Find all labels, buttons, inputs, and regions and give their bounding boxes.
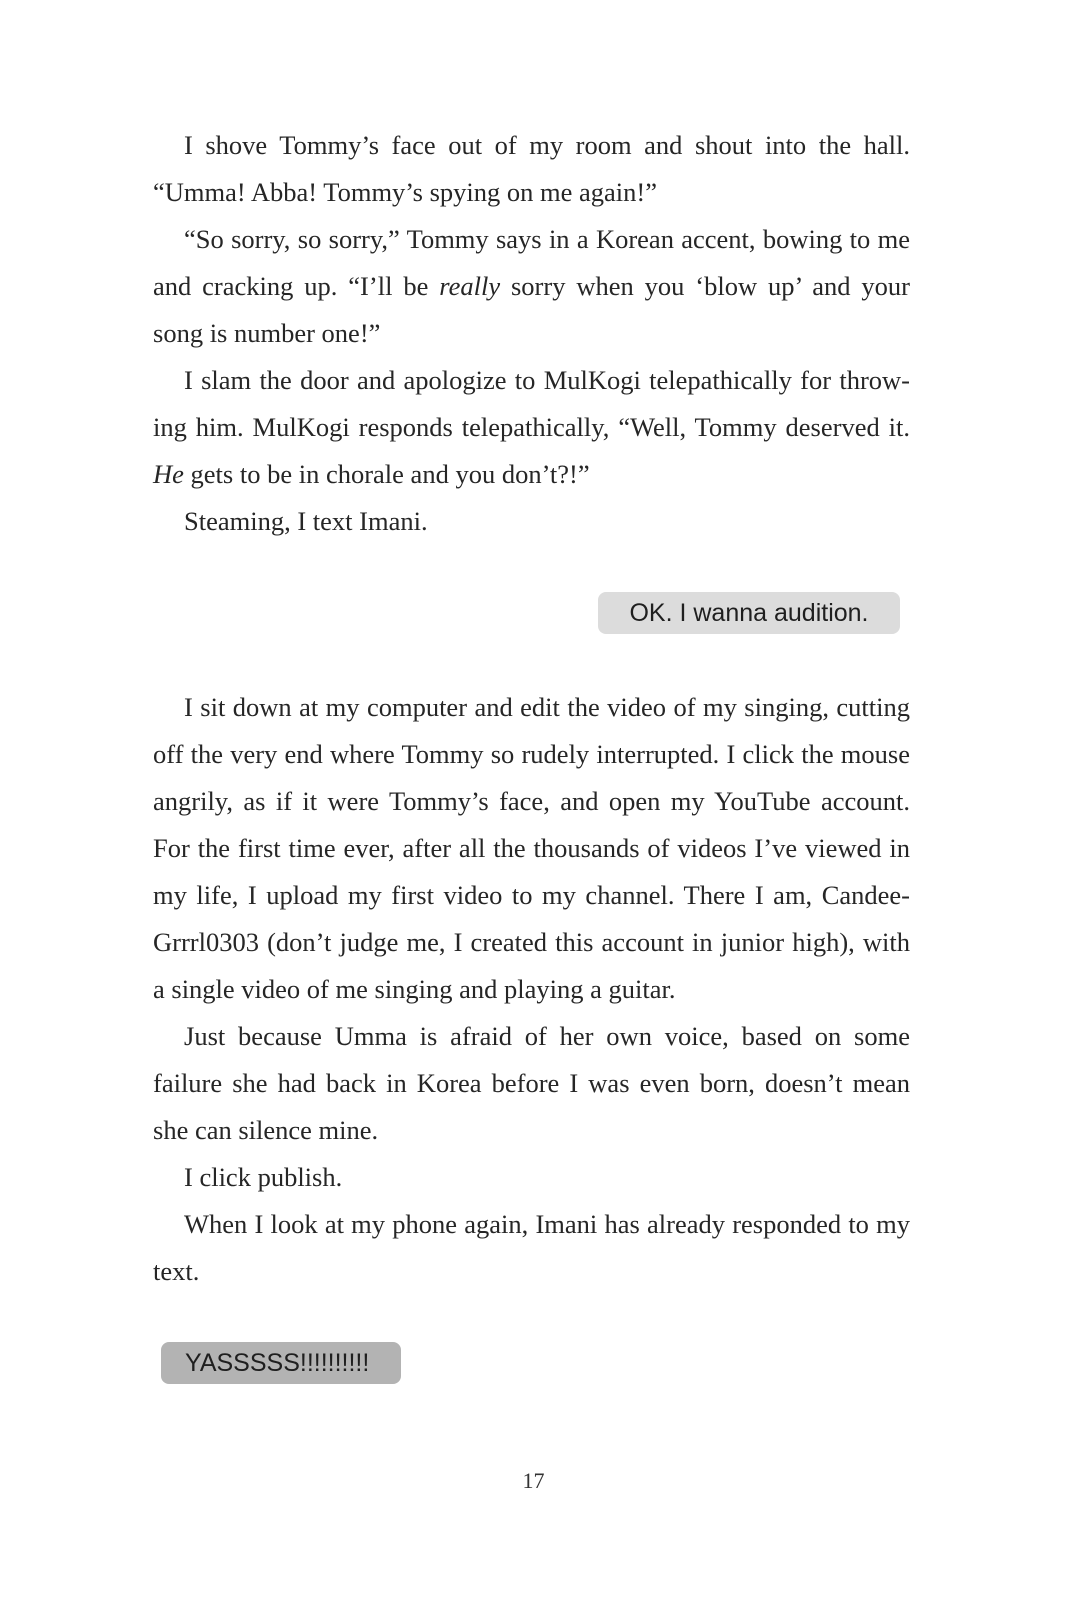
sent-text-message-bubble: OK. I wanna audition. xyxy=(598,592,900,634)
paragraph: Steaming, I text Imani. xyxy=(184,506,428,536)
paragraph: I sit down at my computer and edit the video of my singing, cutting off the very end where Tommy so rudely interrupted. I click the mouse angrily, as if it were Tommy’s face, and open my YouTube account. For the first time ever, after all the thousands of videos I’ve viewed in my life, I upload my first video to my channel. There I am, CandeeGrrrl0303 (don’t judge me, I created this account in junior high), with a single video of me singing and playing a guitar. xyxy=(153,692,910,1004)
paragraph: When I look at my phone again, Imani has already responded to my text. xyxy=(153,1209,910,1286)
page-number: 17 xyxy=(522,1468,545,1493)
text-block-top xyxy=(153,122,910,545)
received-text-message-bubble: YASSSSS!!!!!!!!!! xyxy=(161,1342,401,1384)
paragraph: I shove Tommy’s face out of my room and shout into the hall. “Umma! Abba! Tommy’s spying on me again!” xyxy=(153,130,910,207)
emphasis-text: He xyxy=(153,459,184,489)
paragraph: I click publish. xyxy=(184,1162,343,1192)
paragraph-text: “So sorry, so sorry,” Tommy says in a Korean accent, bowing to me and cracking up. “I’ll be xyxy=(153,224,910,301)
emphasis-text: really xyxy=(439,271,501,301)
paragraph xyxy=(153,357,910,498)
paragraph-text: gets to be in chorale and you don’t?!” xyxy=(183,459,590,489)
paragraph: Just because Umma is afraid of her own voice, based on some failure she had back in Korea before I was even born, doesn’t mean she can silence mine. xyxy=(153,1021,910,1145)
text-block-bottom xyxy=(153,684,910,1295)
paragraph xyxy=(153,216,910,357)
paragraph-text: sorry when you ‘blow up’ and your song is number one!” xyxy=(153,271,910,348)
paragraph-text: I slam the door and apologize to MulKogi telepathically for throwing him. MulKogi responds telepathically, “Well, Tommy deserved it. xyxy=(153,365,910,442)
